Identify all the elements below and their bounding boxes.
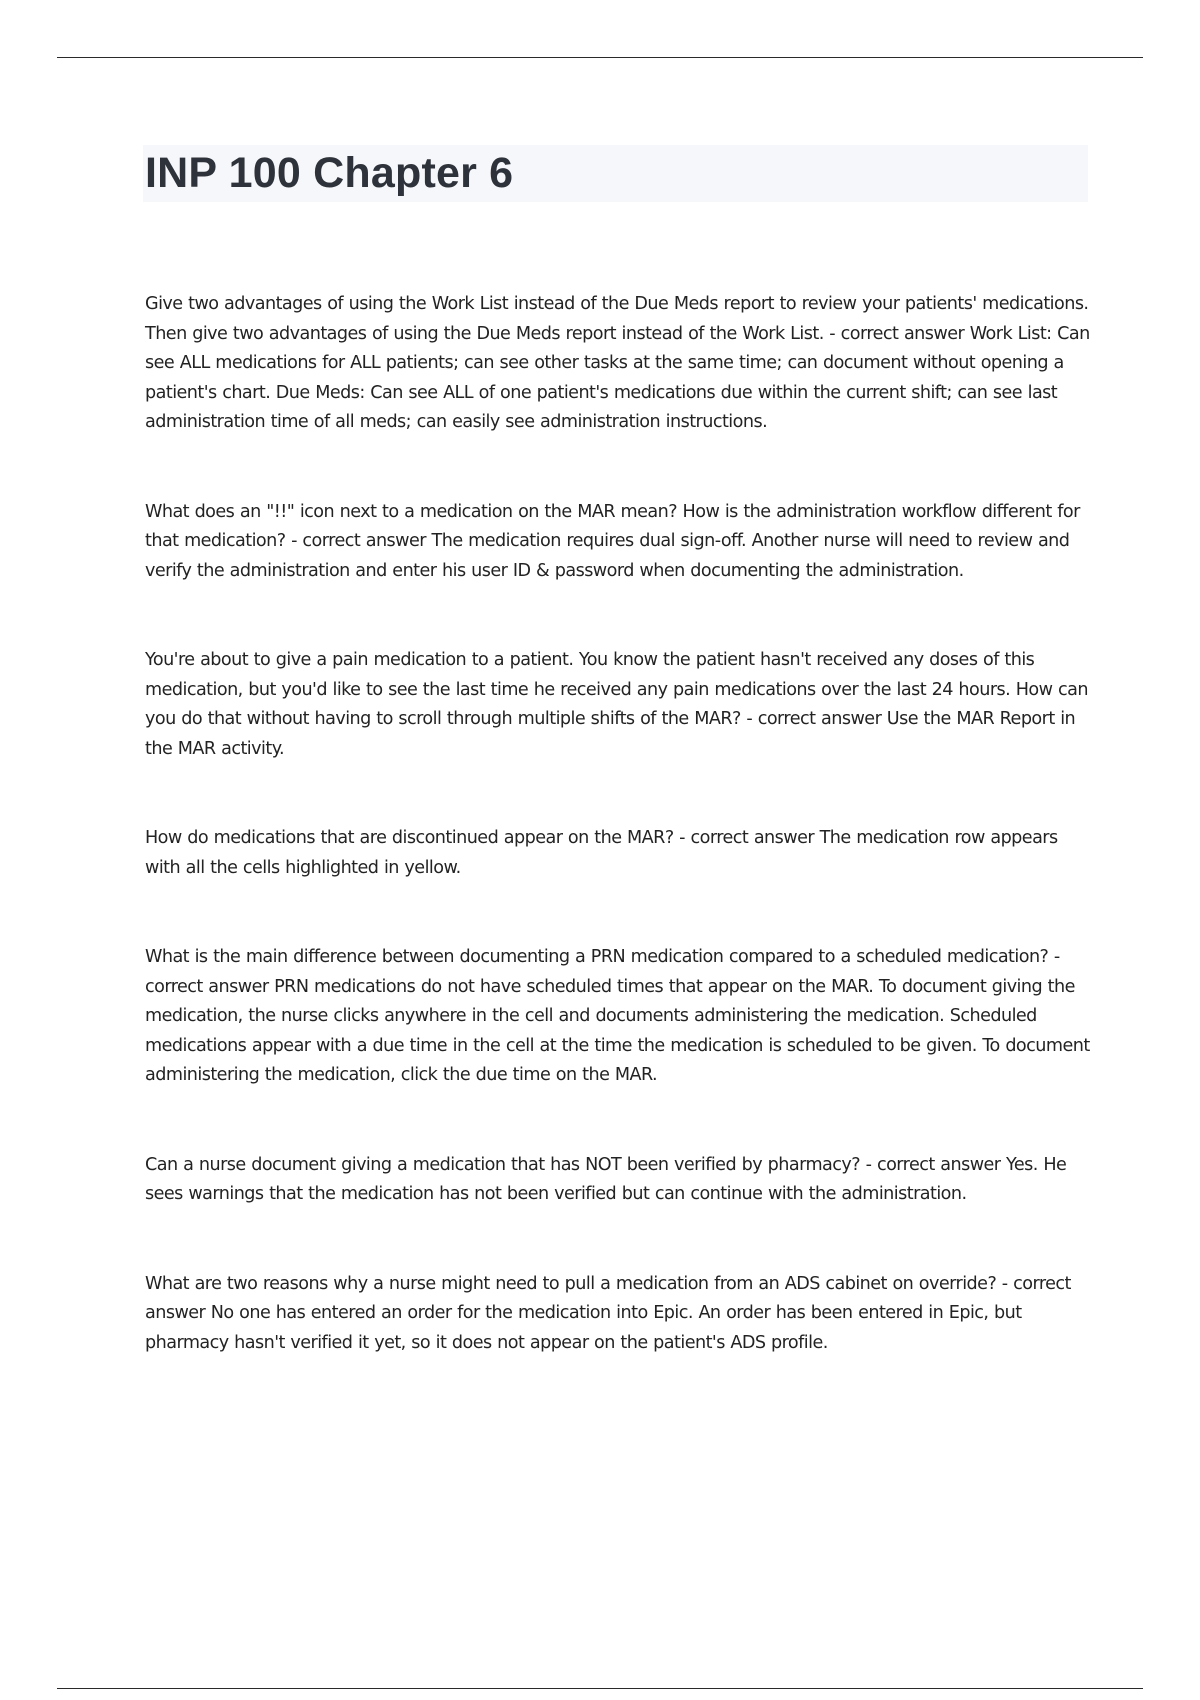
answer-separator: - correct answer [860, 1154, 1007, 1175]
question-text: Can a nurse document giving a medication that has NOT been verified by pharmacy? [145, 1154, 861, 1175]
qa-item [145, 1270, 1090, 1359]
qa-item [145, 498, 1090, 587]
question-text: You're about to give a pain medication to a patient. You know the patient hasn't received any doses of this medication, but you'd like to see the last time he received any pain medications over the last 24 hours. How can you do that without having to scroll through multiple shifts of the MAR? [145, 650, 1088, 729]
answer-text: The medication row appears with all the cells highlighted in yellow. [145, 828, 1058, 878]
page-title: INP 100 Chapter 6 [145, 149, 514, 197]
qa-item [145, 646, 1090, 764]
answer-separator: - correct answer [673, 828, 820, 848]
question-text: How do medications that are discontinued appear on the MAR? [145, 828, 674, 848]
question-text: What are two reasons why a nurse might need to pull a medication from an ADS cabinet on override? [145, 1273, 997, 1294]
question-text: What does an "!!" icon next to a medication on the MAR mean? How is the administration workflow different for that medication? [145, 501, 1080, 551]
answer-separator: - correct answer [145, 1273, 1071, 1323]
qa-item [145, 290, 1090, 438]
answer-separator: - correct answer [823, 323, 970, 344]
qa-item [145, 824, 1090, 883]
answer-separator: - correct answer [285, 531, 432, 551]
qa-list [145, 290, 1090, 1418]
qa-item [145, 1151, 1090, 1210]
answer-text: No one has entered an order for the medication into Epic. An order has been entered in Epic, but pharmacy hasn't verified it yet, so it does not appear on the patient's ADS profile. [145, 1303, 1022, 1353]
answer-text: Use the MAR Report in the MAR activity. [145, 709, 1076, 759]
answer-text: Work List: Can see ALL medications for ALL patients; can see other tasks at the same time; can document without opening a patient's chart. Due Meds: Can see ALL of one patient's medications due within the current shift; can see last administration time of all meds; can easily see administration instructions. [145, 323, 1090, 432]
answer-separator: - correct answer [145, 947, 1060, 997]
bottom-divider [57, 1688, 1143, 1689]
question-text: What is the main difference between documenting a PRN medication compared to a scheduled medication? [145, 947, 1049, 967]
answer-text: PRN medications do not have scheduled times that appear on the MAR. To document giving the medication, the nurse clicks anywhere in the cell and documents administering the medication. Scheduled medications appear with a due time in the cell at the time the medication is scheduled to be given. To document administering the medication, click the due time on the MAR. [145, 976, 1090, 1085]
question-text: Give two advantages of using the Work List instead of the Due Meds report to review your patients' medications. Then give two advantages of using the Due Meds report instead of the Work List. [145, 294, 1089, 344]
top-divider [57, 57, 1143, 58]
answer-text: The medication requires dual sign-off. Another nurse will need to review and verify the administration and enter his user ID & password when documenting the administration. [145, 531, 1070, 581]
answer-text: Yes. He sees warnings that the medication has not been verified but can continue with the administration. [145, 1154, 1067, 1204]
qa-item [145, 943, 1090, 1091]
answer-separator: - correct answer [740, 709, 887, 729]
